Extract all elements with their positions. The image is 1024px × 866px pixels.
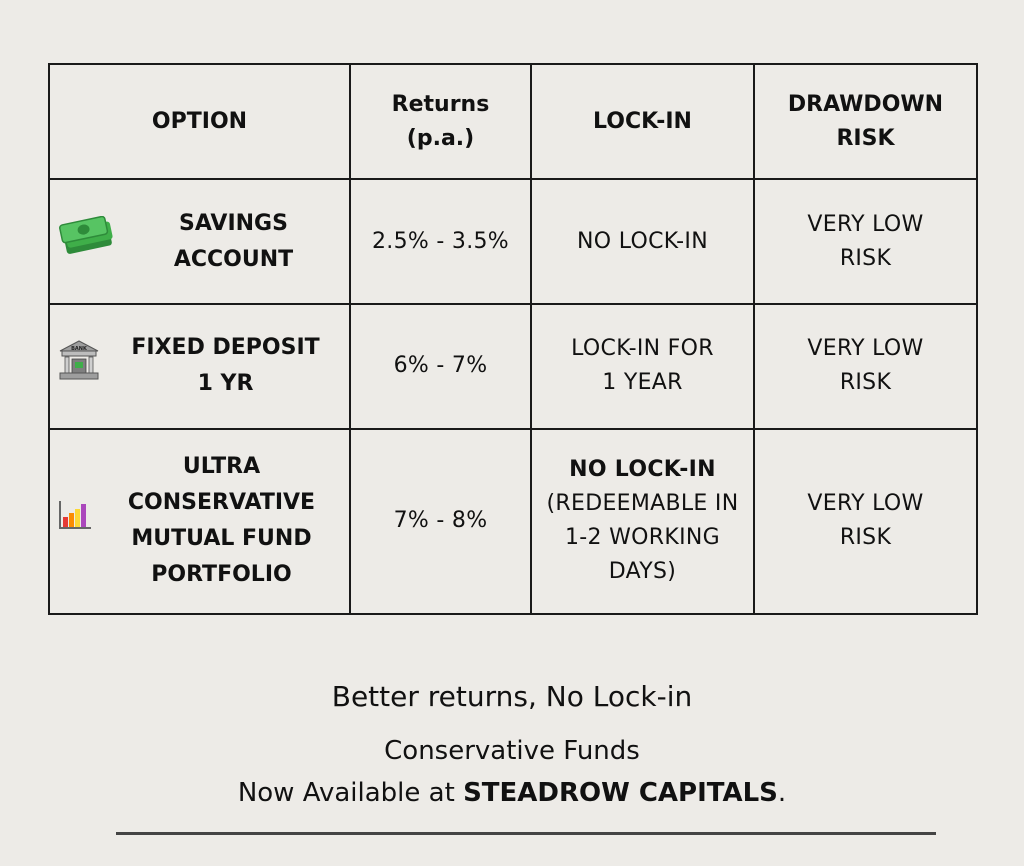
header-returns-line2: (p.a.) — [406, 125, 475, 151]
option-name-line3: MUTUAL FUND — [131, 526, 312, 552]
risk-line2: RISK — [839, 245, 892, 271]
option-cell — [49, 304, 350, 429]
header-risk — [754, 64, 977, 179]
lockin-line1: NO LOCK-IN — [569, 457, 716, 483]
availability-prefix: Now Available at — [237, 778, 464, 808]
option-name-line1: FIXED DEPOSIT — [131, 335, 320, 361]
lockin-cell — [531, 304, 754, 429]
lockin-cell — [531, 429, 754, 614]
option-name-line1: SAVINGS — [179, 210, 288, 236]
money-stack-icon — [58, 216, 116, 268]
risk-line1: VERY LOW — [807, 211, 924, 237]
risk-line2: RISK — [839, 370, 892, 396]
header-returns-line1: Returns — [391, 91, 490, 117]
option-cell — [49, 179, 350, 304]
brand-name: STEADROW CAPITALS — [463, 778, 778, 808]
bank-icon — [58, 339, 100, 393]
header-lockin-label: LOCK-IN — [593, 108, 692, 134]
risk-line1: VERY LOW — [807, 336, 924, 362]
risk-cell — [754, 304, 977, 429]
tagline: Better returns, No Lock-in — [331, 680, 693, 713]
option-name-line2: 1 YR — [197, 371, 254, 397]
table-row — [49, 179, 977, 304]
header-risk-line1: DRAWDOWN — [787, 91, 944, 117]
lockin-line2: 1 YEAR — [602, 370, 683, 396]
subtitle: Conservative Funds — [384, 736, 640, 766]
option-name-line1: ULTRA — [182, 454, 261, 480]
bar-chart-icon — [58, 499, 92, 543]
header-option — [49, 64, 350, 179]
bank-icon-text: BANK — [71, 346, 87, 353]
lockin-line4: DAYS) — [608, 559, 677, 585]
header-risk-line2: RISK — [836, 125, 895, 151]
comparison-table — [48, 63, 978, 615]
table-row — [49, 304, 977, 429]
divider — [116, 832, 936, 835]
option-name-line2: CONSERVATIVE — [127, 490, 316, 516]
header-option-label: OPTION — [151, 108, 248, 134]
option-cell — [49, 429, 350, 614]
lockin-line2: (REDEEMABLE IN — [546, 491, 739, 517]
risk-cell — [754, 179, 977, 304]
lockin-line1: LOCK-IN FOR — [571, 336, 714, 362]
header-returns — [350, 64, 531, 179]
availability-line — [0, 778, 1024, 808]
lockin-cell: NO LOCK-IN — [531, 179, 754, 304]
table-row — [49, 429, 977, 614]
lockin-line3: 1-2 WORKING — [564, 525, 720, 551]
header-row — [49, 64, 977, 179]
risk-cell — [754, 429, 977, 614]
returns-cell: 2.5% - 3.5% — [350, 179, 531, 304]
risk-line2: RISK — [839, 525, 892, 551]
returns-cell: 6% - 7% — [350, 304, 531, 429]
option-name-line4: PORTFOLIO — [151, 562, 292, 588]
returns-cell: 7% - 8% — [350, 429, 531, 614]
availability-suffix: . — [777, 778, 787, 808]
header-lockin — [531, 64, 754, 179]
risk-line1: VERY LOW — [807, 491, 924, 517]
option-name-line2: ACCOUNT — [173, 246, 294, 272]
